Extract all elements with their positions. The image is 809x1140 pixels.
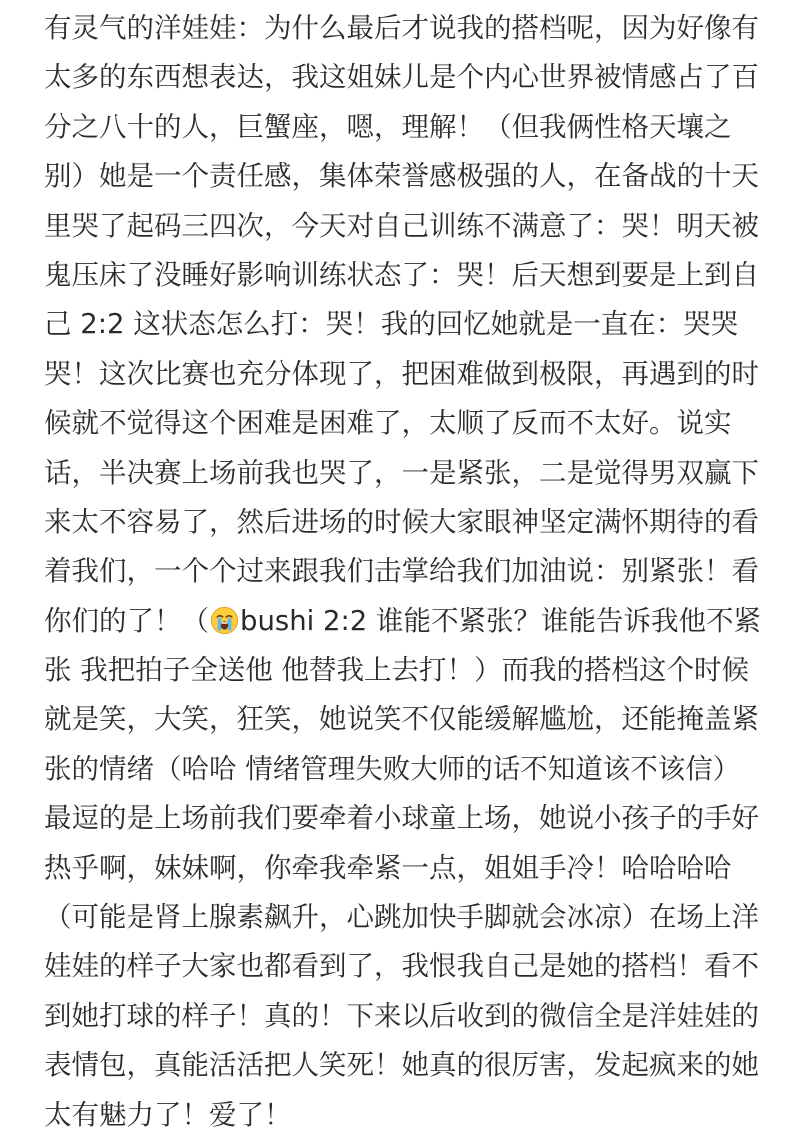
text-line: 到她打球的样子！真的！下来以后收到的微信全是洋娃娃的	[44, 999, 759, 1032]
text-line: 话，半决赛上场前我也哭了，一是紧张，二是觉得男双赢下	[44, 456, 759, 489]
text-line: 着我们，一个个过来跟我们击掌给我们加油说：别紧张！看	[44, 555, 759, 588]
text-line: 热乎啊，妹妹啊，你牵我牵紧一点，姐姐手冷！哈哈哈哈	[44, 851, 732, 884]
text-line: 鬼压床了没睡好影响训练状态了：哭！后天想到要是上到自	[44, 258, 759, 291]
text-segment: 你们的了！（	[44, 604, 209, 637]
text-line: 太多的东西想表达，我这姐妹儿是个内心世界被情感占了百	[44, 61, 759, 94]
text-line-with-emoji	[44, 597, 784, 646]
post-body-text	[44, 4, 784, 1140]
text-line: 候就不觉得这个困难是困难了，太顺了反而不太好。说实	[44, 407, 732, 440]
text-line: 张 我把拍子全送他 他替我上去打！）而我的搭档这个时候	[44, 654, 749, 687]
text-line: 分之八十的人，巨蟹座，嗯，理解！（但我俩性格天壤之	[44, 110, 732, 143]
text-line: （可能是肾上腺素飙升，心跳加快手脚就会冰凉）在场上洋	[44, 901, 759, 934]
text-line: 哭！这次比赛也充分体现了，把困难做到极限，再遇到的时	[44, 357, 759, 390]
text-line: 就是笑，大笑，狂笑，她说笑不仅能缓解尴尬，还能掩盖紧	[44, 703, 759, 736]
text-line: 里哭了起码三四次，今天对自己训练不满意了：哭！明天被	[44, 209, 759, 242]
text-line: 娃娃的样子大家也都看到了，我恨我自己是她的搭档！看不	[44, 950, 759, 983]
text-line: 最逗的是上场前我们要牵着小球童上场，她说小孩子的手好	[44, 802, 759, 835]
text-segment: bushi 2:2 谁能不紧张？谁能告诉我他不紧	[240, 604, 762, 637]
text-line: 别）她是一个责任感，集体荣誉感极强的人，在备战的十天	[44, 160, 759, 193]
crying-face-icon	[210, 606, 239, 635]
text-line: 来太不容易了，然后进场的时候大家眼神坚定满怀期待的看	[44, 505, 759, 538]
text-line: 有灵气的洋娃娃：为什么最后才说我的搭档呢，因为好像有	[44, 12, 759, 44]
text-line: 太有魅力了！爱了！	[44, 1098, 292, 1131]
text-line: 张的情绪（哈哈 情绪管理失败大师的话不知道该不该信）	[44, 752, 741, 785]
text-line: 己 2:2 这状态怎么打：哭！我的回忆她就是一直在：哭哭	[44, 308, 739, 341]
text-line: 表情包，真能活活把人笑死！她真的很厉害，发起疯来的她	[44, 1049, 759, 1082]
